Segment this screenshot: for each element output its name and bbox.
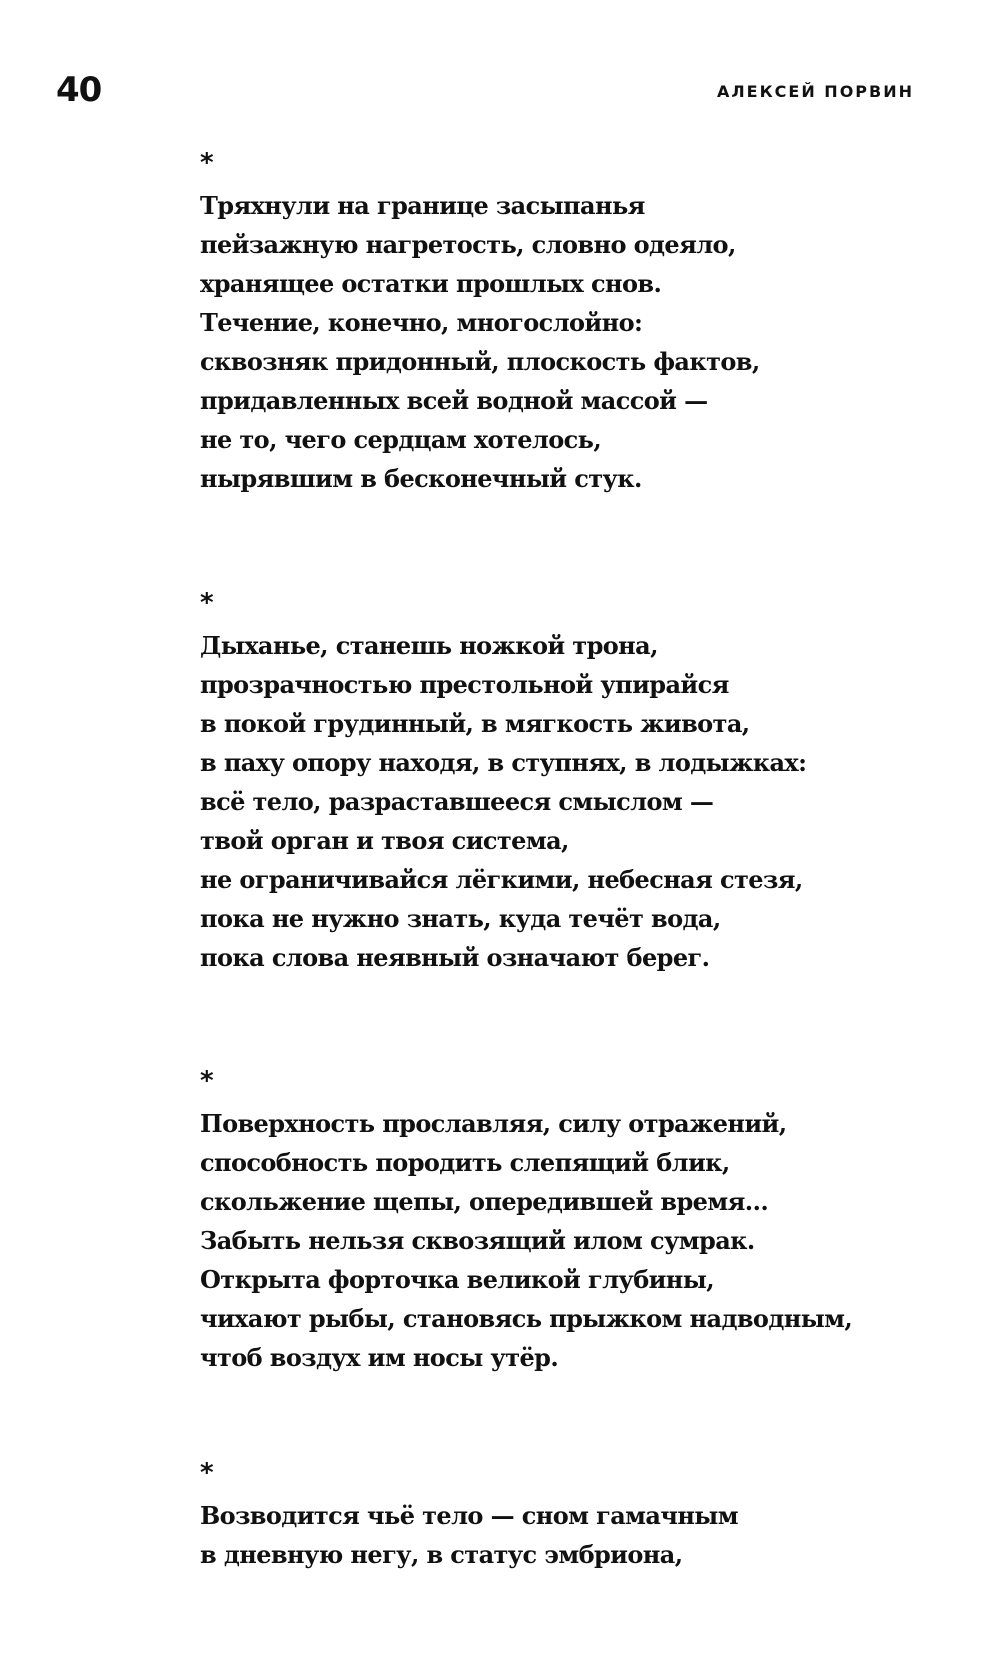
poem-line: в покой грудинный, в мягкость живота, xyxy=(200,709,750,738)
poem-line: чтоб воздух им носы утёр. xyxy=(200,1343,559,1372)
poem-line: Дыханье, станешь ножкой трона, xyxy=(200,631,658,660)
poem-line: пока не нужно знать, куда течёт вода, xyxy=(200,904,721,933)
poem-line: не ограничивайся лёгкими, небесная стезя, xyxy=(200,865,803,894)
poem-line: Открыта форточка великой глубины, xyxy=(200,1265,714,1294)
poem-line: прозрачностью престольной упирайся xyxy=(200,670,729,699)
asterisk-divider: * xyxy=(200,1066,214,1096)
poem-line: в паху опору находя, в ступнях, в лодыжках: xyxy=(200,748,807,777)
poem-line: придавленных всей водной массой — xyxy=(200,386,708,415)
poem-line: сквозняк придонный, плоскость фактов, xyxy=(200,347,760,376)
poem-line: скольжение щепы, опередившей время… xyxy=(200,1187,769,1216)
poem-line: Течение, конечно, многослойно: xyxy=(200,308,643,337)
poem-1 xyxy=(200,148,940,498)
poem-line: не то, чего сердцам хотелось, xyxy=(200,425,602,454)
poem-line: хранящее остатки прошлых снов. xyxy=(200,269,662,298)
poem-line: твой орган и твоя система, xyxy=(200,826,569,855)
asterisk-divider: * xyxy=(200,588,214,618)
poem-line: пейзажную нагретость, словно одеяло, xyxy=(200,230,736,259)
poem-line: нырявшим в бесконечный стук. xyxy=(200,464,642,493)
poem-line: Забыть нельзя сквозящий илом сумрак. xyxy=(200,1226,755,1255)
asterisk-divider: * xyxy=(200,1458,214,1488)
page-number: 40 xyxy=(56,70,102,110)
poem-line: чихают рыбы, становясь прыжком надводным, xyxy=(200,1304,853,1333)
poem-line: всё тело, разраставшееся смыслом — xyxy=(200,787,714,816)
poem-line: Поверхность прославляя, силу отражений, xyxy=(200,1109,787,1138)
poem-line: в дневную негу, в статус эмбриона, xyxy=(200,1540,683,1569)
poem-2 xyxy=(200,588,940,977)
poem-line: способность породить слепящий блик, xyxy=(200,1148,730,1177)
poem-4 xyxy=(200,1458,940,1574)
poem-line: пока слова неявный означают берег. xyxy=(200,943,710,972)
poem-line: Тряхнули на границе засыпанья xyxy=(200,191,645,220)
poem-line: Возводится чьё тело — сном гамачным xyxy=(200,1501,739,1530)
asterisk-divider: * xyxy=(200,148,214,178)
poem-3 xyxy=(200,1066,940,1377)
running-header: АЛЕКСЕЙ ПОРВИН xyxy=(716,82,914,101)
